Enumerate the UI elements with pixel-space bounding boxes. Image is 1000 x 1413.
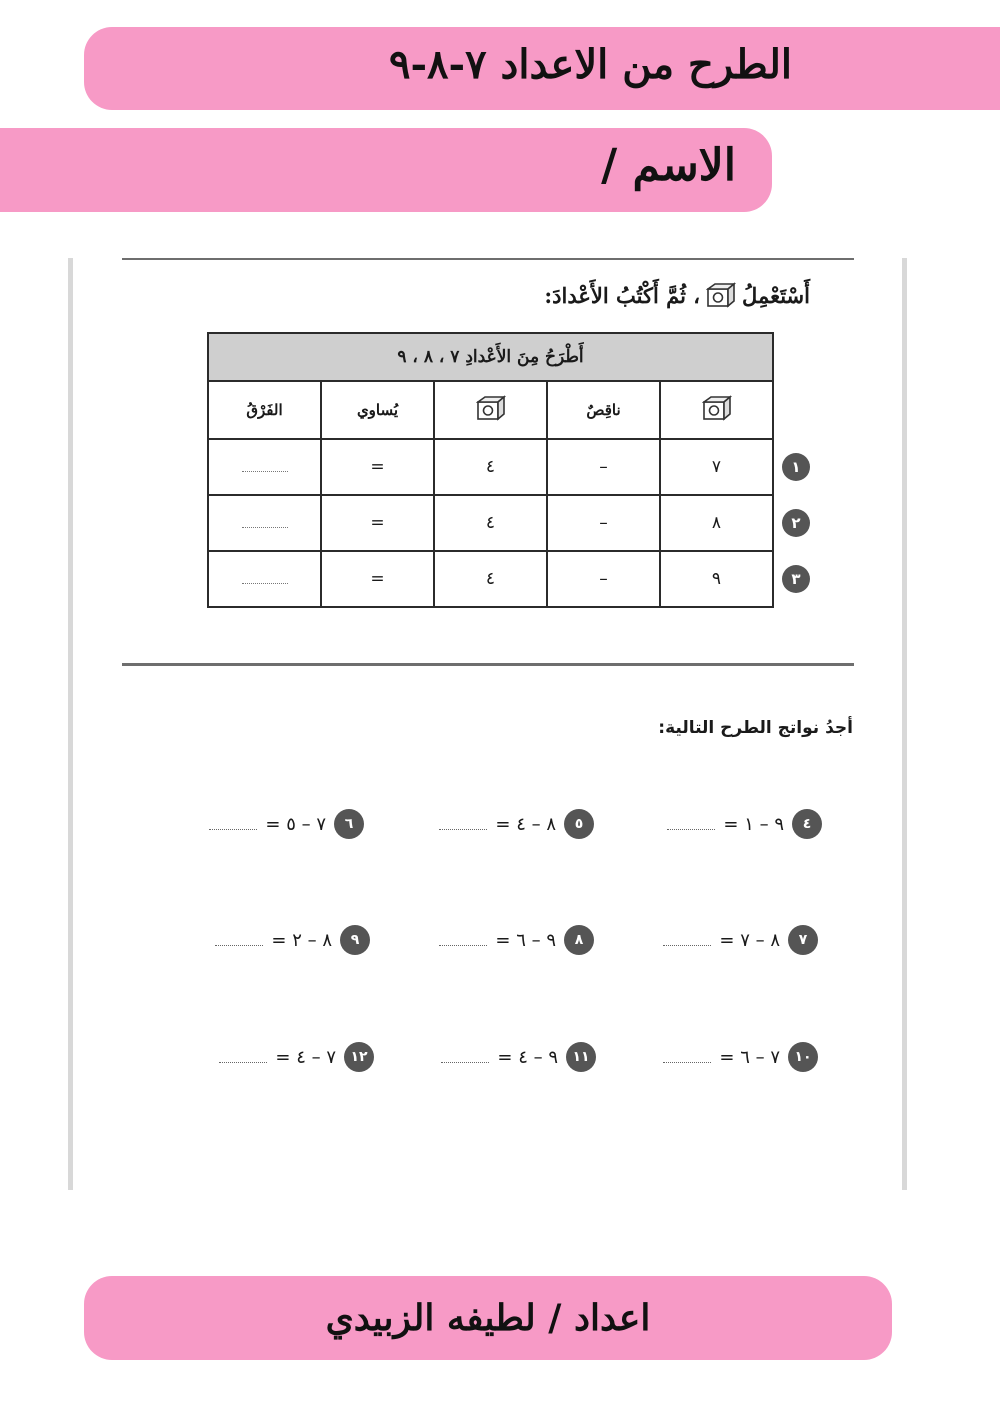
row-number-badge: ٢ (782, 509, 810, 537)
exercise-item (219, 1042, 374, 1072)
exercise-number-badge: ١١ (566, 1042, 596, 1072)
table-row (208, 495, 773, 551)
section-title: أجدُ نواتج الطرح التالية: (658, 718, 853, 738)
header-cube-cell (660, 381, 773, 439)
exercise-item (441, 1042, 596, 1072)
instruction-text-start: أَسْتَعْمِلُ (742, 282, 810, 308)
exercise-number-badge: ٥ (564, 809, 594, 839)
title-banner (84, 27, 1000, 110)
name-label: الاسم / (601, 140, 736, 191)
cube-icon (702, 395, 732, 421)
table-row (208, 439, 773, 495)
middle-divider (122, 663, 854, 666)
equals-sign: = (321, 551, 434, 607)
exercise-item (667, 809, 822, 839)
exercise-expression: ٧ – ٤ = (275, 1046, 336, 1068)
header-difference: الفَرْقُ (208, 381, 321, 439)
exercise-item (439, 925, 594, 955)
exercise-item (439, 809, 594, 839)
page-title: الطرح من الاعداد ٧-٨-٩ (388, 41, 792, 88)
instruction (544, 282, 810, 308)
minus-sign: – (547, 495, 660, 551)
minus-sign: – (547, 551, 660, 607)
answer-blank[interactable] (439, 819, 487, 830)
equals-sign: = (321, 495, 434, 551)
exercise-number-badge: ٨ (564, 925, 594, 955)
table-title: أَطْرَحُ مِنَ الأَعْدادِ ٧ ، ٨ ، ٩ (208, 333, 773, 381)
exercise-expression: ٩ – ٦ = (495, 929, 556, 951)
exercise-item (663, 1042, 818, 1072)
answer-blank[interactable] (667, 819, 715, 830)
top-divider (122, 258, 854, 260)
exercise-number-badge: ١٢ (344, 1042, 374, 1072)
answer-blank[interactable] (663, 935, 711, 946)
exercise-number-badge: ١٠ (788, 1042, 818, 1072)
minuend: ٨ (660, 495, 773, 551)
sheet-edge-right (902, 258, 907, 1190)
cube-icon (706, 282, 736, 308)
subtraction-table (207, 332, 774, 608)
header-equals: يُساوي (321, 381, 434, 439)
equals-sign: = (321, 439, 434, 495)
answer-blank[interactable] (242, 575, 288, 584)
exercise-expression: ٨ – ٤ = (495, 813, 556, 835)
exercise-expression: ٩ – ١ = (723, 813, 784, 835)
exercise-expression: ٩ – ٤ = (497, 1046, 558, 1068)
minuend: ٩ (660, 551, 773, 607)
answer-blank[interactable] (242, 519, 288, 528)
exercise-item (209, 809, 364, 839)
header-cube-cell (434, 381, 547, 439)
instruction-text-end: ، ثُمَّ أَكْتُبُ الأَعْدادَ: (544, 282, 701, 308)
exercise-number-badge: ٤ (792, 809, 822, 839)
answer-blank[interactable] (439, 935, 487, 946)
subtrahend: ٤ (434, 439, 547, 495)
answer-blank[interactable] (663, 1052, 711, 1063)
exercise-expression: ٧ – ٦ = (719, 1046, 780, 1068)
exercise-number-badge: ٦ (334, 809, 364, 839)
cube-icon (476, 395, 506, 421)
exercise-number-badge: ٧ (788, 925, 818, 955)
answer-blank[interactable] (209, 819, 257, 830)
exercise-expression: ٨ – ٧ = (719, 929, 780, 951)
sheet-edge-left (68, 258, 73, 1190)
table-row (208, 551, 773, 607)
answer-cell[interactable] (208, 439, 321, 495)
subtrahend: ٤ (434, 551, 547, 607)
minus-sign: – (547, 439, 660, 495)
exercise-expression: ٧ – ٥ = (265, 813, 326, 835)
minuend: ٧ (660, 439, 773, 495)
answer-blank[interactable] (219, 1052, 267, 1063)
exercise-expression: ٨ – ٢ = (271, 929, 332, 951)
subtrahend: ٤ (434, 495, 547, 551)
answer-cell[interactable] (208, 551, 321, 607)
author-credit: اعداد / لطيفه الزبيدي (325, 1297, 651, 1339)
answer-blank[interactable] (441, 1052, 489, 1063)
exercise-item (663, 925, 818, 955)
row-number-badge: ١ (782, 453, 810, 481)
answer-blank[interactable] (242, 463, 288, 472)
exercise-item (215, 925, 370, 955)
row-number-badge: ٣ (782, 565, 810, 593)
author-banner (84, 1276, 892, 1360)
name-banner (0, 128, 772, 212)
header-minus: ناقِصٌ (547, 381, 660, 439)
exercise-number-badge: ٩ (340, 925, 370, 955)
answer-blank[interactable] (215, 935, 263, 946)
answer-cell[interactable] (208, 495, 321, 551)
